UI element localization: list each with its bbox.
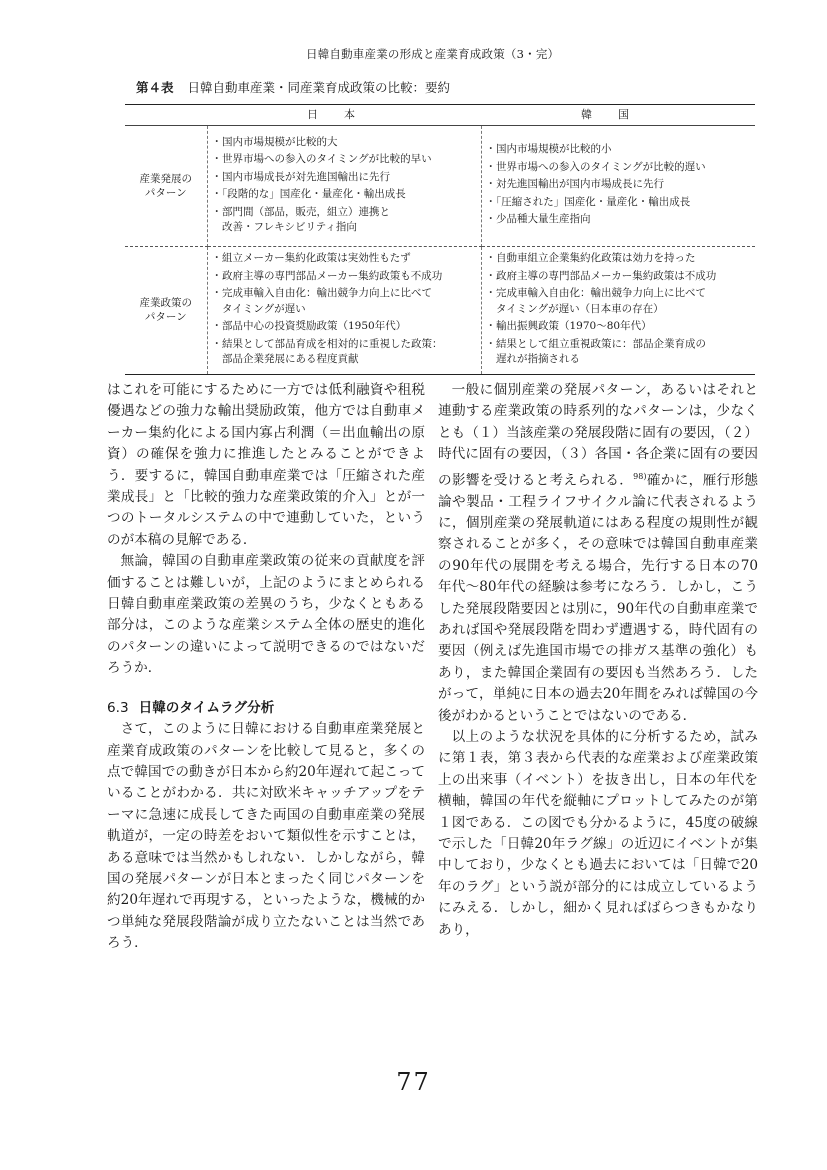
page-number: 77 — [396, 1068, 431, 1096]
list-item: ・部品中心の投資奨励政策（1950年代） — [211, 320, 407, 332]
section-heading — [107, 698, 425, 719]
list-item: ・国内市場規模が比較的大 — [211, 135, 338, 148]
body-column-left — [107, 380, 425, 955]
footnote-reference: 98) — [633, 471, 647, 481]
list-item: ・少品種大量生産指向 — [485, 213, 591, 226]
comparison-table — [125, 104, 755, 375]
list-item: ・自動車組立企業集約化政策は効力を持った — [485, 252, 696, 264]
list-item: ・「段階的な」国産化・量産化・輸出成長 — [211, 188, 406, 200]
row-label-policy-pattern: 産業政策の パターン — [125, 247, 207, 375]
running-head: 日韓自動車産業の形成と産業育成政策（3・完） — [306, 47, 560, 61]
row-label-industry-pattern: 産業発展の パターン — [125, 126, 207, 247]
list-item: ・国内市場規模が比較的小 — [485, 143, 612, 156]
list-item: ・完成車輸入自由化：輸出競争力向上に比べて タイミングが遅い — [211, 287, 432, 315]
list-item: ・完成車輸入自由化：輸出競争力向上に比べて タイミングが遅い（日本車の存在） — [485, 287, 706, 315]
paragraph-text: 一般に個別産業の発展パターン，あるいはそれと連動する産業政策の時系列的なパターンは，少なくとも（１）当該産業の発展段階に固有の要因，（２）時代に固有の要因，（３）各国・各企業に固有の要因の影響を受けると考えられる． — [438, 382, 758, 489]
section-title: 日韓のタイムラグ分析 — [138, 699, 275, 716]
cell-japan-policy — [207, 247, 481, 375]
list-item: ・結果として組立重視政策に：部品企業育成の 遅れが指摘される — [485, 337, 706, 365]
list-item: ・世界市場への参入のタイミングが比較的遅い — [485, 160, 706, 173]
paragraph: さて，このように日韓における自動車産業発展と産業育成政策のパターンを比較して見ると，多くの点で韓国での動きが日本から約20年遅れて起こっていることがわかる．共に対欧米キャッチアップをテーマに急速に成長してきた両国の自動車産業の発展軌道が，一定の時差をおいて類似性を示すことは，ある意味では当然かもしれない．しかしながら，韓国の発展パターンが日本とまったく同じパターンを約20年遅れで再現する，といったような，機械的かつ単純な発展段階論が成り立たないことは当然であろう． — [107, 721, 425, 952]
list-item: ・輸出振興政策（1970～80年代） — [485, 320, 652, 332]
list-item: ・部門間（部品，販売，組立）連携と 改善・フレキシビリティ指向 — [211, 205, 390, 233]
paragraph — [438, 380, 758, 727]
cell-korea-policy — [481, 247, 755, 375]
table-title: 日韓自動車産業・同産業育成政策の比較：要約 — [187, 80, 451, 95]
list-item: ・政府主導の専門部品メーカー集約政策は不成功 — [485, 269, 717, 282]
list-item: ・対先進国輸出が国内市場成長に先行 — [485, 178, 664, 191]
table-row — [125, 247, 755, 375]
list-item: ・結果として部品育成を相対的に重視した政策： 部品企業発展にある程度貢献 — [211, 337, 443, 365]
table-header-japan: 日本 — [207, 105, 481, 126]
table-header-row — [125, 105, 755, 126]
list-item: ・国内市場成長が対先進国輸出に先行 — [211, 170, 390, 183]
list-item: ・「圧縮された」国産化・量産化・輸出成長 — [485, 195, 691, 208]
table-number: 第４表 — [136, 80, 174, 95]
table-header-korea: 韓国 — [481, 105, 755, 126]
section-number: 6.3 — [107, 699, 129, 716]
paragraph: はこれを可能にするために一方では低利融資や租税優遇などの強力な輸出奨励政策，他方では自動車メーカー集約化による国内寡占利潤（＝出血輸出の原資）の確保を強力に推進したとみることができよう．要するに，韓国自動車産業では「圧縮された産業成長」と「比較的強力な産業政策的介入」とが一つのトータルシステムの中で連動していた，というのが本稿の見解である． — [107, 382, 425, 548]
paragraph: 無論，韓国の自動車産業政策の従来の貢献度を評価することは難しいが，上記のようにまとめられる日韓自動車産業政策の差異のうち，少なくともある部分は，このような産業システム全体の歴史的進化のパターンの違いによって説明できるのではないだろうか． — [107, 553, 425, 677]
cell-japan-industry — [207, 126, 481, 247]
list-item: ・政府主導の専門部品メーカー集約政策も不成功 — [211, 269, 443, 282]
table-row — [125, 126, 755, 247]
list-item: ・世界市場への参入のタイミングが比較的早い — [211, 153, 432, 165]
table-header-blank — [125, 105, 207, 126]
table-caption — [136, 78, 656, 96]
cell-korea-industry — [481, 126, 755, 247]
paragraph-text: 確かに，雁行形態論や製品・工程ライフサイクル論に代表されるように，個別産業の発展軌道にはある程度の規則性が観察されることが多く，その意味では韓国自動車産業の90年代の展開を考える場合，先行する日本の70年代～80年代の経験は参考になろう．しかし，こうした発展段階要因とは別に，90年代の自動車産業であれば国や発展段階を問わず遭遇する，時代固有の要因（例えば先進国市場での排ガス基準の強化）もあり，また韓国企業固有の要因も当然あろう．したがって，単純に日本の過去20年間をみれば韓国の今後がわかるということではないのである． — [438, 472, 759, 724]
body-column-right — [438, 380, 758, 941]
paragraph: 以上のような状況を具体的に分析するため，試みに第１表，第３表から代表的な産業および産業政策上の出来事（イベント）を抜き出し，日本の年代を横軸，韓国の年代を縦軸にプロットしてみたのが第１図である．この図でも分かるように，45度の破線で示した「日韓20年ラグ線」の近辺にイベントが集中しており，少なくとも過去においては「日韓で20年のラグ」という説が部分的には成立しているようにみえる．しかし，細かく見ればばらつきもかなりあり， — [438, 729, 758, 938]
list-item: ・組立メーカー集約化政策は実効性もたず — [211, 252, 411, 264]
